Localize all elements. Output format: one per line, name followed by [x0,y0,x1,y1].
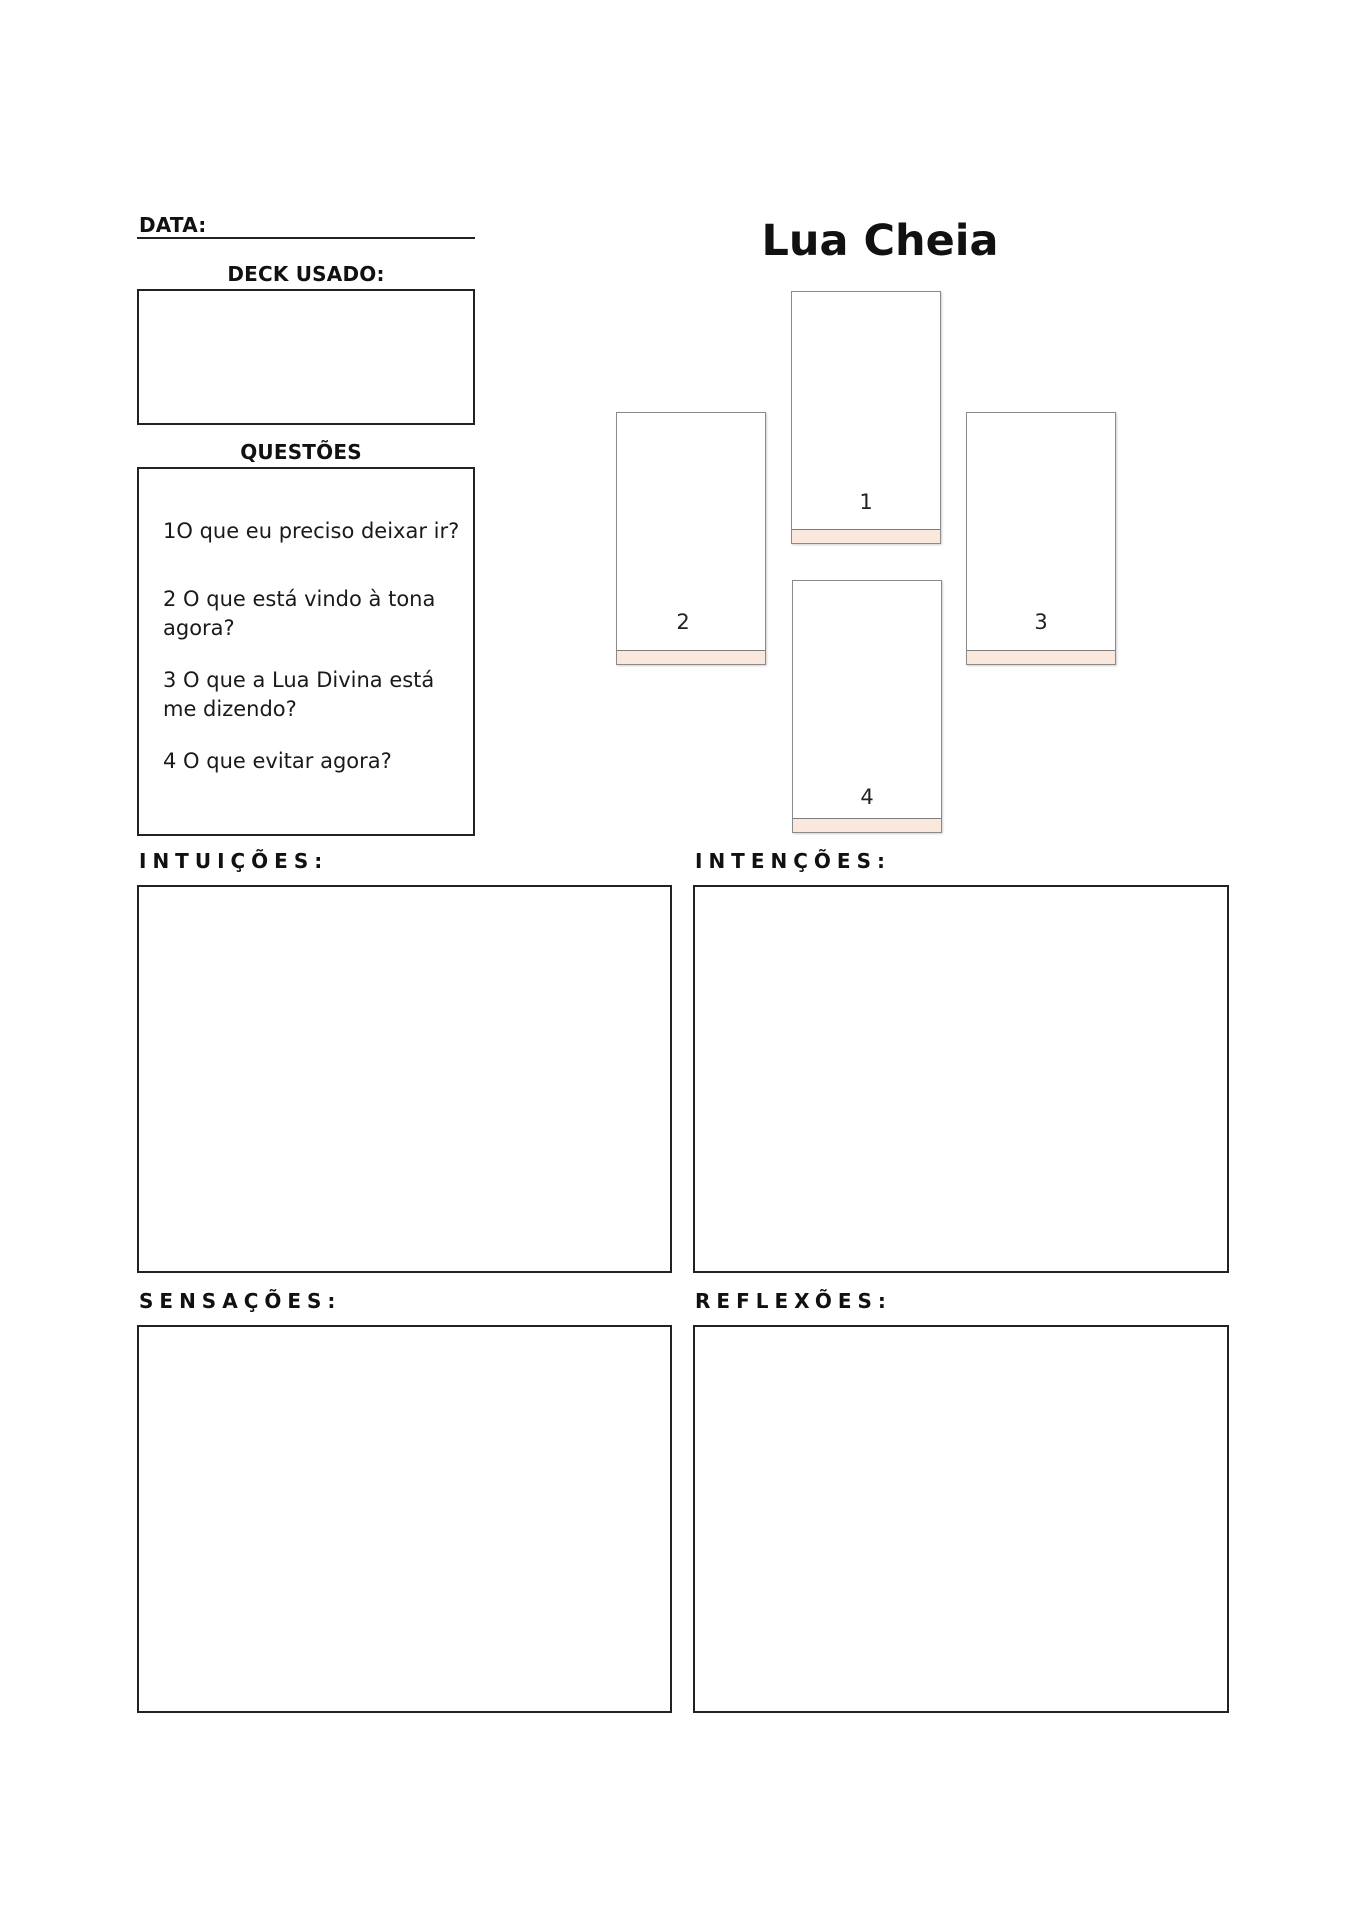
questions-box [137,467,475,836]
intuicoes-label: INTUIÇÕES: [139,849,329,873]
intencoes-label: INTENÇÕES: [695,849,891,873]
page-title: Lua Cheia [761,216,999,266]
question-1: 1O que eu preciso deixar ir? [163,519,460,543]
date-label: DATA: [139,213,207,237]
card-3-strip [967,650,1115,664]
card-2[interactable] [616,412,766,665]
card-2-strip [617,650,765,664]
questions-label: QUESTÕES [240,440,362,464]
card-3-number: 3 [1034,610,1048,634]
deck-box[interactable] [137,289,475,425]
sensacoes-box[interactable] [137,1325,672,1713]
card-4-number: 4 [860,785,874,809]
intencoes-box[interactable] [693,885,1229,1273]
card-4[interactable] [792,580,942,833]
sensacoes-label: SENSAÇÕES: [139,1289,342,1313]
reflexoes-box[interactable] [693,1325,1229,1713]
question-2: 2 O que está vindo à tona agora? [163,587,436,640]
date-line[interactable] [137,237,475,239]
card-4-strip [793,818,941,832]
card-1-number: 1 [859,490,873,514]
reflexoes-label: REFLEXÕES: [695,1289,892,1313]
card-1[interactable] [791,291,941,544]
intuicoes-box[interactable] [137,885,672,1273]
card-3[interactable] [966,412,1116,665]
card-1-strip [792,529,940,543]
card-2-number: 2 [676,610,690,634]
question-3: 3 O que a Lua Divina está me dizendo? [163,668,435,721]
question-4: 4 O que evitar agora? [163,749,392,773]
deck-label: DECK USADO: [227,262,385,286]
